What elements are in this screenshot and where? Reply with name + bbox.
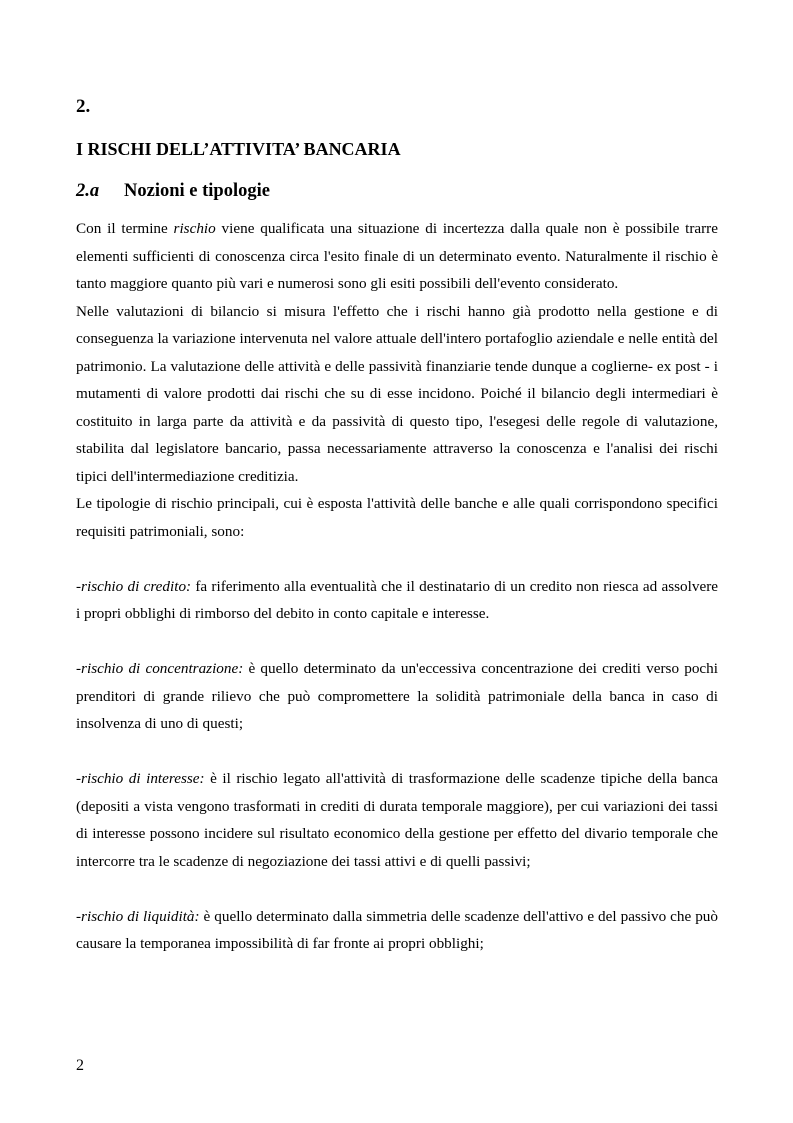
risk-item-credito	[76, 573, 718, 628]
risk-text: fa riferimento alla eventualità che il destinatario di un credito non riesca ad assolvere i propri obblighi di rimborso del debito in conto capitale e interesse.	[76, 577, 718, 622]
risk-term: -rischio di credito:	[76, 577, 192, 595]
risk-text: è il rischio legato all'attività di trasformazione delle scadenze tipiche della banca (depositi a vista vengono trasformati in crediti di durata temporale maggiore), per cui variazioni dei tassi di interesse possono incidere sul risultato economico della gestione per effetto del divario temporale che intercorre tra le scadenze di negoziazione dei tassi attivi e di quelli passivi;	[76, 770, 718, 870]
risk-text: è quello determinato da un'eccessiva concentrazione dei crediti verso pochi prenditori di grande rilievo che può compromettere la solidità patrimoniale della banca in caso di insolvenza di uno di questi;	[76, 660, 718, 732]
chapter-number: 2.	[76, 96, 91, 117]
intro-p1-rest: viene qualificata una situazione di incertezza dalla quale non è possibile trarre elementi sufficienti di conoscenza circa l'esito finale di un determinato evento. Naturalmente il rischio è tanto maggiore quanto più vari e numerosi sono gli esiti possibili dell'evento considerato.	[76, 220, 718, 292]
section-number: 2.a	[76, 181, 100, 201]
risk-item-interesse	[76, 765, 718, 875]
risk-term: -rischio di liquidità:	[76, 907, 200, 925]
body-text	[76, 215, 718, 958]
risk-text: è quello determinato dalla simmetria delle scadenze dell'attivo e del passivo che può causare la temporanea impossibilità di far fronte ai propri obblighi;	[76, 907, 718, 952]
section-title: Nozioni e tipologie	[124, 181, 270, 201]
page-number: 2	[76, 1057, 84, 1074]
intro-p1-start: Con il termine	[76, 220, 174, 237]
intro-paragraph-1	[76, 215, 718, 298]
intro-paragraph-2: Nelle valutazioni di bilancio si misura l'effetto che i rischi hanno già prodotto nella gestione e di conseguenza la variazione intervenuta nel valore attuale dell'intero portafoglio aziendale e nelle entità del patrimonio. La valutazione delle attività e delle passività finanziarie tende dunque a coglierne- ex post - i mutamenti di valore prodotti dai rischi che su di esse incidono. Poiché il bilancio degli intermediari è costituito in larga parte da attività e da passività di questo tipo, l'esegesi delle regole di valutazione, stabilita dal legislatore bancario, passa necessariamente attraverso la conoscenza e l'analisi dei rischi tipici dell'intermediazione creditizia.	[76, 302, 718, 485]
section-heading	[76, 180, 270, 202]
risk-item-liquidita	[76, 903, 718, 958]
risk-item-concentrazione	[76, 655, 718, 738]
risk-term: -rischio di interesse:	[76, 770, 205, 787]
intro-paragraph-3: Le tipologie di rischio principali, cui è esposta l'attività delle banche e alle quali corrispondono specifici requisiti patrimoniali, sono:	[76, 495, 718, 540]
risk-term: -rischio di concentrazione:	[76, 660, 244, 677]
chapter-title: I RISCHI DELL’ATTIVITA’ BANCARIA	[76, 139, 401, 159]
intro-p1-term: rischio	[173, 220, 216, 237]
